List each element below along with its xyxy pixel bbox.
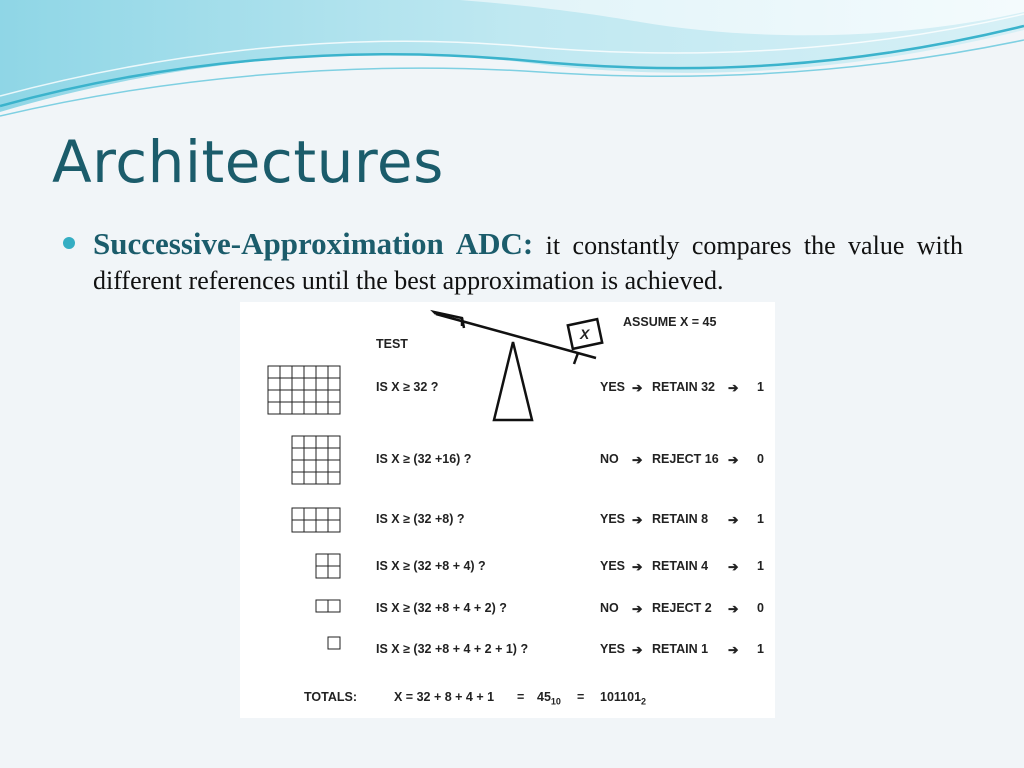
totals-equals-1: = bbox=[517, 690, 525, 704]
grid-cell bbox=[316, 520, 328, 532]
row-action: RETAIN 32 bbox=[652, 380, 715, 394]
grid-cell bbox=[304, 402, 316, 414]
binary-value: 101101 bbox=[600, 690, 642, 704]
grid-cell bbox=[292, 472, 304, 484]
grid-cell bbox=[328, 390, 340, 402]
row-decision: YES bbox=[600, 559, 626, 573]
row-question: IS X ≥ (32 +8 + 4 + 2 + 1) ? bbox=[376, 642, 529, 656]
row-bit: 0 bbox=[757, 452, 764, 466]
row-decision: NO bbox=[600, 452, 619, 466]
row-arrow-icon: ➔ bbox=[728, 602, 739, 616]
grid-cell bbox=[280, 366, 292, 378]
row-bit: 1 bbox=[757, 380, 764, 394]
grid-cell bbox=[268, 366, 280, 378]
binary-base: 2 bbox=[641, 696, 647, 707]
weight-grid bbox=[292, 508, 340, 532]
grid-cell bbox=[292, 436, 304, 448]
grid-cell bbox=[328, 448, 340, 460]
weight-grid bbox=[292, 436, 340, 484]
row-question: IS X ≥ (32 +8 + 4 + 2) ? bbox=[376, 601, 507, 615]
grid-cell bbox=[328, 600, 340, 612]
grid-cell bbox=[328, 402, 340, 414]
grid-cell bbox=[292, 520, 304, 532]
row-bit: 1 bbox=[757, 559, 764, 573]
grid-cell bbox=[304, 520, 316, 532]
grid-cell bbox=[316, 390, 328, 402]
assume-label: ASSUME X = 45 bbox=[623, 315, 717, 329]
row-arrow-icon: ➔ bbox=[632, 381, 643, 395]
row-arrow-icon: ➔ bbox=[632, 513, 643, 527]
test-label: TEST bbox=[376, 337, 408, 351]
grid-cell bbox=[292, 448, 304, 460]
row-arrow-icon: ➔ bbox=[728, 453, 739, 467]
row-action: RETAIN 1 bbox=[652, 642, 709, 656]
row-bit: 1 bbox=[757, 642, 764, 656]
grid-cell bbox=[292, 390, 304, 402]
bullet-description: it constantly compares the value with different references until the best approximation is achieved. bbox=[93, 231, 964, 295]
row-arrow-icon: ➔ bbox=[632, 643, 643, 657]
grid-cell bbox=[268, 378, 280, 390]
slide-title: Architectures bbox=[52, 128, 444, 196]
row-decision: YES bbox=[600, 512, 626, 526]
row-arrow-icon: ➔ bbox=[728, 643, 739, 657]
totals-equals-2: = bbox=[577, 690, 585, 704]
grid-cell bbox=[280, 402, 292, 414]
grid-cell bbox=[316, 378, 328, 390]
totals-decimal bbox=[537, 690, 561, 707]
grid-cell bbox=[328, 472, 340, 484]
grid-cell bbox=[268, 402, 280, 414]
grid-cell bbox=[268, 390, 280, 402]
row-decision: YES bbox=[600, 380, 626, 394]
weight-grid bbox=[316, 600, 340, 612]
bullet-term: Successive-Approximation ADC: bbox=[93, 226, 534, 261]
grid-cell bbox=[328, 520, 340, 532]
grid-cell bbox=[292, 366, 304, 378]
grid-cell bbox=[304, 390, 316, 402]
grid-cell bbox=[304, 366, 316, 378]
row-arrow-icon: ➔ bbox=[632, 602, 643, 616]
grid-cell bbox=[304, 436, 316, 448]
grid-cell bbox=[328, 508, 340, 520]
grid-cell bbox=[328, 554, 340, 566]
grid-cell bbox=[328, 366, 340, 378]
row-arrow-icon: ➔ bbox=[728, 381, 739, 395]
grid-cell bbox=[280, 390, 292, 402]
row-question: IS X ≥ 32 ? bbox=[376, 380, 439, 394]
grid-cell bbox=[328, 436, 340, 448]
row-arrow-icon: ➔ bbox=[632, 453, 643, 467]
grid-cell bbox=[304, 448, 316, 460]
grid-cell bbox=[292, 402, 304, 414]
grid-cell bbox=[328, 378, 340, 390]
grid-cell bbox=[304, 460, 316, 472]
header-wave-decoration bbox=[0, 0, 1024, 130]
weight-label: X bbox=[580, 326, 590, 342]
row-bit: 1 bbox=[757, 512, 764, 526]
totals-equation: X = 32 + 8 + 4 + 1 bbox=[394, 690, 495, 704]
row-question: IS X ≥ (32 +8 + 4) ? bbox=[376, 559, 486, 573]
row-decision: NO bbox=[600, 601, 619, 615]
totals-binary bbox=[600, 690, 646, 707]
row-question: IS X ≥ (32 +8) ? bbox=[376, 512, 465, 526]
weight-grid bbox=[268, 366, 340, 414]
grid-cell bbox=[304, 508, 316, 520]
row-arrow-icon: ➔ bbox=[728, 560, 739, 574]
row-question: IS X ≥ (32 +16) ? bbox=[376, 452, 472, 466]
grid-cell bbox=[328, 637, 340, 649]
grid-cell bbox=[316, 600, 328, 612]
grid-cell bbox=[316, 460, 328, 472]
bullet-paragraph bbox=[93, 226, 963, 298]
sar-adc-figure bbox=[240, 302, 775, 718]
grid-cell bbox=[316, 554, 328, 566]
grid-cell bbox=[316, 402, 328, 414]
grid-cell bbox=[316, 366, 328, 378]
decimal-value: 45 bbox=[537, 690, 551, 704]
grid-cell bbox=[316, 472, 328, 484]
row-action: REJECT 16 bbox=[652, 452, 719, 466]
row-decision: YES bbox=[600, 642, 626, 656]
grid-cell bbox=[304, 472, 316, 484]
grid-cell bbox=[292, 378, 304, 390]
row-bit: 0 bbox=[757, 601, 764, 615]
grid-cell bbox=[316, 436, 328, 448]
row-arrow-icon: ➔ bbox=[728, 513, 739, 527]
row-action: RETAIN 8 bbox=[652, 512, 709, 526]
row-action: REJECT 2 bbox=[652, 601, 712, 615]
grid-cell bbox=[292, 508, 304, 520]
grid-cell bbox=[304, 378, 316, 390]
bullet-dot-icon bbox=[63, 237, 75, 249]
grid-cell bbox=[316, 448, 328, 460]
weight-grid bbox=[316, 554, 340, 578]
row-action: RETAIN 4 bbox=[652, 559, 709, 573]
weight-grid bbox=[328, 637, 340, 649]
decimal-base: 10 bbox=[550, 696, 561, 707]
totals-label: TOTALS: bbox=[304, 690, 358, 704]
grid-cell bbox=[316, 508, 328, 520]
grid-cell bbox=[316, 566, 328, 578]
grid-cell bbox=[292, 460, 304, 472]
grid-cell bbox=[328, 460, 340, 472]
grid-cell bbox=[280, 378, 292, 390]
row-arrow-icon: ➔ bbox=[632, 560, 643, 574]
grid-cell bbox=[328, 566, 340, 578]
